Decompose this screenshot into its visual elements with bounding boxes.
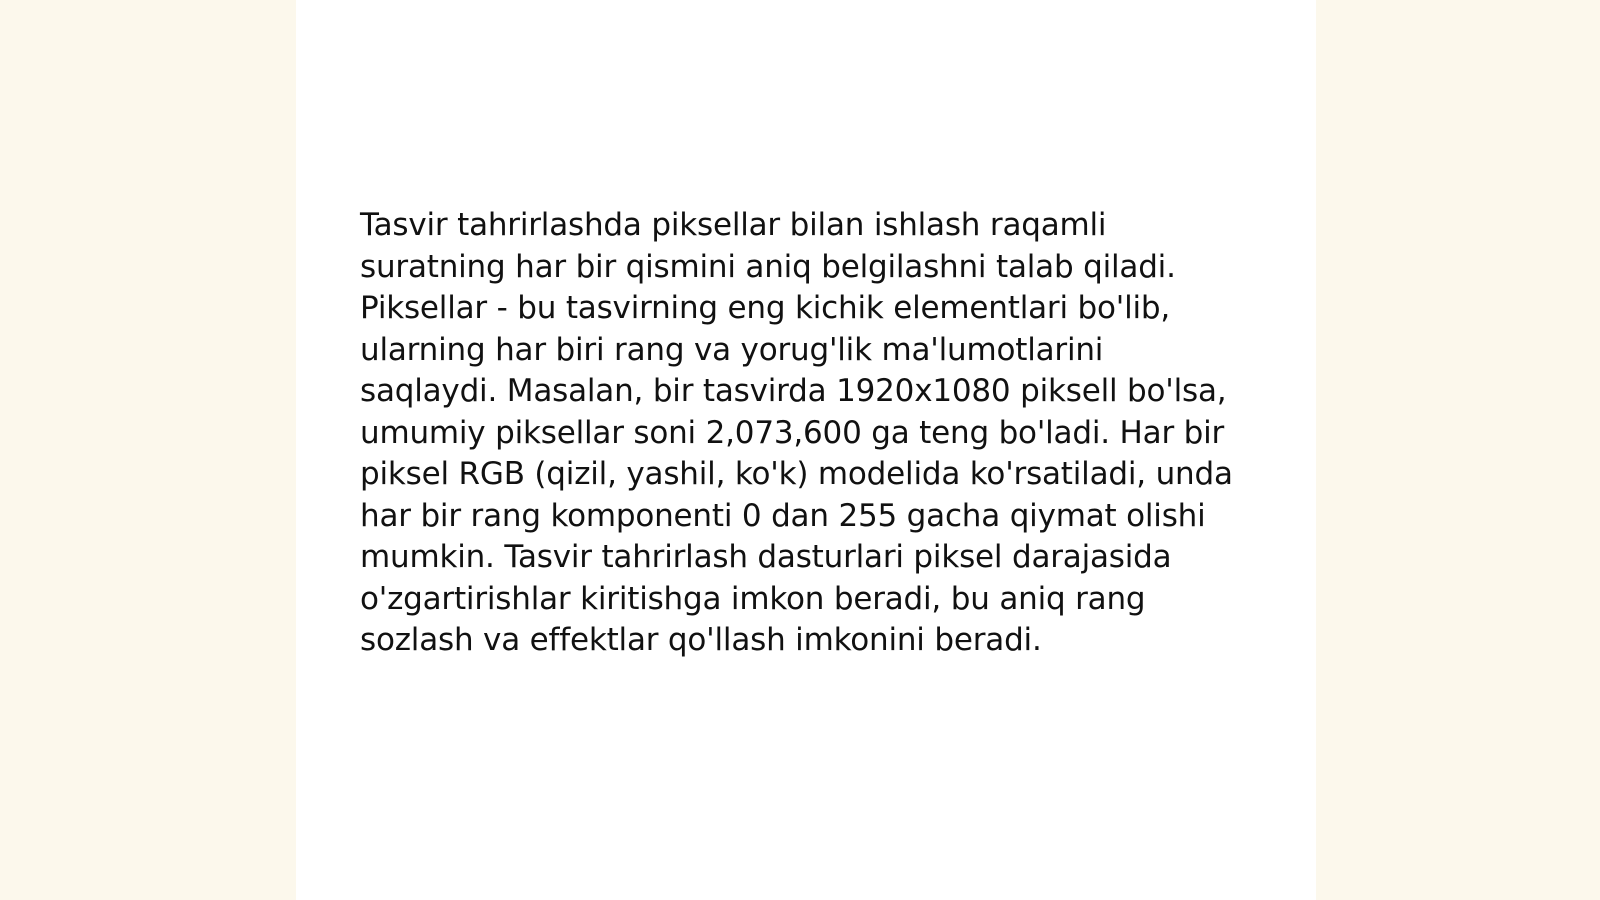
document-page: [296, 0, 1316, 900]
body-paragraph: Tasvir tahrirlashda piksellar bilan ishlash raqamli suratning har bir qismini aniq belgilashni talab qiladi. Piksellar - bu tasvirning eng kichik elementlari bo'lib, ularning har biri rang va yorug'lik ma'lumotlarini saqlaydi. Masalan, bir tasvirda 1920x1080 piksell bo'lsa, umumiy piksellar soni 2,073,600 ga teng bo'ladi. Har bir piksel RGB (qizil, yashil, ko'k) modelida ko'rsatiladi, unda har bir rang komponenti 0 dan 255 gacha qiymat olishi mumkin. Tasvir tahrirlash dasturlari piksel darajasida o'zgartirishlar kiritishga imkon beradi, bu aniq rang sozlash va effektlar qo'llash imkonini beradi.: [360, 207, 1233, 658]
